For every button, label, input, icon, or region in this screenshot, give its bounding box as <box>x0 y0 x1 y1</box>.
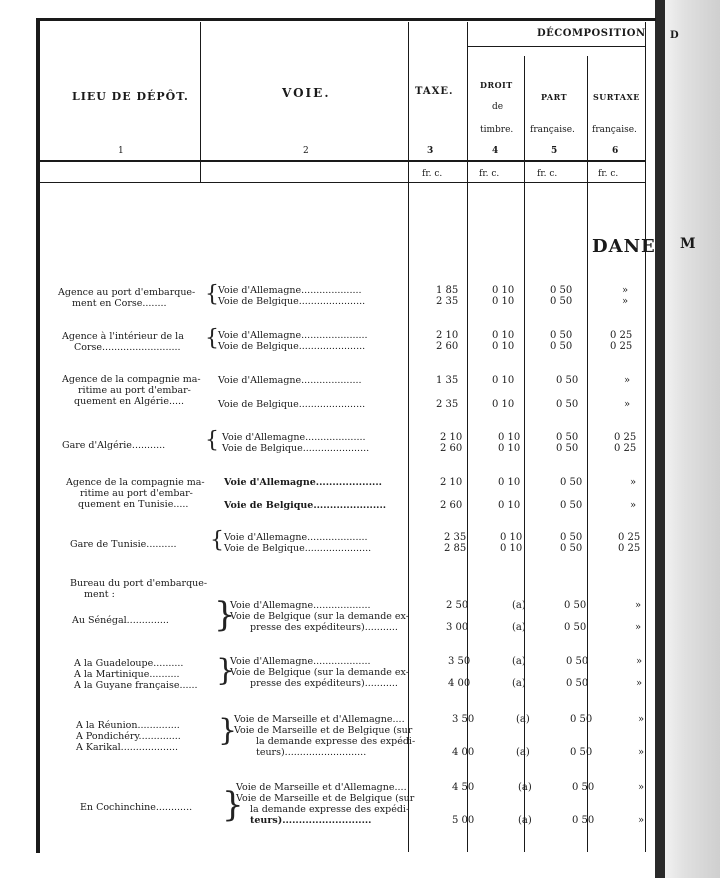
row4-surtaxe-2: 0 25 <box>614 443 637 454</box>
row8-lieu-1: A la Guadeloupe.......... <box>74 658 184 669</box>
header-rule <box>40 160 646 162</box>
row7-voie-1: Voie d'Allemagne................... <box>230 600 371 611</box>
decomposition-header: DÉCOMPOSITION <box>537 28 646 39</box>
row6-surtaxe-2: 0 25 <box>618 543 641 554</box>
row4-voie-1: Voie d'Allemagne.................... <box>222 432 366 443</box>
row8-lieu-3: A la Guyane française...... <box>74 680 198 691</box>
row9-lieu-3: A Karikal................... <box>76 742 179 753</box>
row2-droit-1: 0 10 <box>492 330 515 341</box>
unit-surtaxe: fr. c. <box>598 169 619 179</box>
row7-surtaxe-2: » <box>635 622 642 633</box>
row8-lieu-2: A la Martinique.......... <box>74 669 180 680</box>
row3-droit-1: 0 10 <box>492 375 515 386</box>
row6-droit-2: 0 10 <box>500 543 523 554</box>
scan-right-edge <box>662 0 720 878</box>
row5-lieu-1: Agence de la compagnie ma- <box>66 477 205 488</box>
row3-part-1: 0 50 <box>556 375 579 386</box>
row4-part-1: 0 50 <box>556 432 579 443</box>
row1-droit-1: 0 10 <box>492 285 515 296</box>
unit-part: fr. c. <box>537 169 558 179</box>
row9-surtaxe-1: » <box>638 714 645 725</box>
row10-voie-1: Voie de Marseille et d'Allemagne.... <box>236 782 407 793</box>
row8-voie-2: Voie de Belgique (sur la demande ex- <box>230 667 409 678</box>
row1-voie-2: Voie de Belgique...................... <box>218 296 366 307</box>
row10-lieu-1: En Cochinchine............ <box>80 802 193 813</box>
row9-droit-1: (a) <box>516 714 530 725</box>
col-header-surtaxe-2: française. <box>592 125 637 135</box>
row9-lieu-2: A Pondichéry.............. <box>76 731 181 742</box>
row3-surtaxe-2: » <box>624 399 631 410</box>
col-num-2: 2 <box>303 146 309 156</box>
row9-taxe-1: 3 50 <box>452 714 475 725</box>
row7-taxe-2: 3 00 <box>446 622 469 633</box>
row5-droit-2: 0 10 <box>498 500 521 511</box>
row9-lieu-1: A la Réunion.............. <box>76 720 180 731</box>
row5-lieu-2: ritime au port d'embar- <box>80 488 193 499</box>
row10-taxe-1: 4 50 <box>452 782 475 793</box>
row6-droit-1: 0 10 <box>500 532 523 543</box>
row2-taxe-1: 2 10 <box>436 330 459 341</box>
col-num-1: 1 <box>118 146 124 156</box>
row3-voie-2: Voie de Belgique...................... <box>218 399 366 410</box>
col-header-taxe: TAXE. <box>415 86 454 97</box>
row9-part-2: 0 50 <box>570 747 593 758</box>
col-num-4: 4 <box>492 146 499 156</box>
row7-brace: } <box>214 595 236 635</box>
row5-lieu-3: quement en Tunisie..... <box>78 499 189 510</box>
row3-lieu-1: Agence de la compagnie ma- <box>62 374 201 385</box>
row8-part-2: 0 50 <box>566 678 589 689</box>
row5-taxe-1: 2 10 <box>440 477 463 488</box>
row8-taxe-2: 4 00 <box>448 678 471 689</box>
row1-droit-2: 0 10 <box>492 296 515 307</box>
row2-lieu-2: Corse.......................... <box>74 342 181 353</box>
row9-voie-4: teurs)........................... <box>256 747 367 758</box>
bureau-heading-2: ment : <box>84 589 115 600</box>
row9-voie-1: Voie de Marseille et d'Allemagne.... <box>234 714 405 725</box>
unit-taxe: fr. c. <box>422 169 443 179</box>
row4-taxe-2: 2 60 <box>440 443 463 454</box>
row8-taxe-1: 3 50 <box>448 656 471 667</box>
row10-surtaxe-1: » <box>638 782 645 793</box>
row6-surtaxe-1: 0 25 <box>618 532 641 543</box>
col-header-lieu: LIEU DE DÉPÔT. <box>72 90 189 103</box>
row10-voie-2: Voie de Marseille et de Belgique (sur <box>236 793 415 804</box>
col-sep-3 <box>467 22 468 852</box>
row1-part-1: 0 50 <box>550 285 573 296</box>
col-header-voie: VOIE. <box>282 86 331 100</box>
row2-surtaxe-2: 0 25 <box>610 341 633 352</box>
row1-voie-1: Voie d'Allemagne.................... <box>218 285 362 296</box>
row1-brace: { <box>205 282 219 307</box>
row8-voie-3: presse des expéditeurs)........... <box>250 678 398 689</box>
row7-part-1: 0 50 <box>564 600 587 611</box>
row4-droit-1: 0 10 <box>498 432 521 443</box>
row3-lieu-3: quement en Algérie..... <box>74 396 185 407</box>
row7-voie-3: presse des expéditeurs)........... <box>250 622 398 633</box>
row4-voie-2: Voie de Belgique...................... <box>222 443 370 454</box>
row10-voie-3: la demande expresse des expédi- <box>250 804 410 815</box>
row8-droit-1: (a) <box>512 656 526 667</box>
row9-voie-2: Voie de Marseille et de Belgique (sur <box>234 725 413 736</box>
col-num-5: 5 <box>551 146 558 156</box>
row6-voie-2: Voie de Belgique...................... <box>224 543 372 554</box>
top-border <box>36 18 656 21</box>
row1-surtaxe-2: » <box>622 296 629 307</box>
section-title: DANE <box>592 236 656 257</box>
row9-surtaxe-2: » <box>638 747 645 758</box>
row9-droit-2: (a) <box>516 747 530 758</box>
row1-taxe-1: 1 85 <box>436 285 459 296</box>
row10-surtaxe-2: » <box>638 815 645 826</box>
row10-taxe-2: 5 00 <box>452 815 475 826</box>
row9-taxe-2: 4 00 <box>452 747 475 758</box>
row4-lieu-1: Gare d'Algérie........... <box>62 440 166 451</box>
decomposition-rule <box>468 46 646 47</box>
row9-part-1: 0 50 <box>570 714 593 725</box>
row2-droit-2: 0 10 <box>492 341 515 352</box>
row1-lieu-1: Agence au port d'embarque- <box>58 287 196 298</box>
row10-part-1: 0 50 <box>572 782 595 793</box>
row10-droit-1: (a) <box>518 782 532 793</box>
row4-brace: { <box>205 428 219 453</box>
row7-lieu-1: Au Sénégal.............. <box>72 615 169 626</box>
row7-taxe-1: 2 50 <box>446 600 469 611</box>
bureau-heading-1: Bureau du port d'embarque- <box>70 578 208 589</box>
col-header-part-1: PART <box>541 92 568 102</box>
col-sep-6 <box>645 22 646 852</box>
row7-droit-1: (a) <box>512 600 526 611</box>
row5-droit-1: 0 10 <box>498 477 521 488</box>
row4-droit-2: 0 10 <box>498 443 521 454</box>
row5-voie-1: Voie d'Allemagne.................... <box>224 477 382 488</box>
units-rule <box>40 182 646 183</box>
row2-part-1: 0 50 <box>550 330 573 341</box>
unit-droit: fr. c. <box>479 169 500 179</box>
row8-surtaxe-2: » <box>636 678 643 689</box>
row3-part-2: 0 50 <box>556 399 579 410</box>
row4-surtaxe-1: 0 25 <box>614 432 637 443</box>
row2-voie-1: Voie d'Allemagne...................... <box>218 330 368 341</box>
row3-droit-2: 0 10 <box>492 399 515 410</box>
row1-lieu-2: ment en Corse........ <box>72 298 167 309</box>
col-sep-1 <box>200 22 201 182</box>
row4-part-2: 0 50 <box>556 443 579 454</box>
col-header-droit-2: de <box>492 102 504 112</box>
col-header-droit-3: timbre. <box>480 125 514 135</box>
row6-taxe-2: 2 85 <box>444 543 467 554</box>
row3-taxe-1: 1 35 <box>436 375 459 386</box>
row7-part-2: 0 50 <box>564 622 587 633</box>
binding-shadow <box>655 0 665 878</box>
row9-voie-3: la demande expresse des expédi- <box>256 736 416 747</box>
col-num-3: 3 <box>427 146 434 156</box>
section-title-partial: M <box>680 236 697 252</box>
col-header-part-2: française. <box>530 125 575 135</box>
row5-part-2: 0 50 <box>560 500 583 511</box>
row1-taxe-2: 2 35 <box>436 296 459 307</box>
row10-droit-2: (a) <box>518 815 532 826</box>
col-num-6: 6 <box>612 146 619 156</box>
row5-taxe-2: 2 60 <box>440 500 463 511</box>
row6-part-2: 0 50 <box>560 543 583 554</box>
row1-part-2: 0 50 <box>550 296 573 307</box>
row5-surtaxe-2: » <box>630 500 637 511</box>
row10-brace: } <box>222 785 244 825</box>
row7-surtaxe-1: » <box>635 600 642 611</box>
row8-surtaxe-1: » <box>636 656 643 667</box>
row2-surtaxe-1: 0 25 <box>610 330 633 341</box>
row5-surtaxe-1: » <box>630 477 637 488</box>
row8-droit-2: (a) <box>512 678 526 689</box>
row3-surtaxe-1: » <box>624 375 631 386</box>
row6-voie-1: Voie d'Allemagne.................... <box>224 532 368 543</box>
row10-voie-4: teurs)........................... <box>250 815 372 826</box>
row2-part-2: 0 50 <box>550 341 573 352</box>
col-sep-5 <box>587 56 588 852</box>
col-sep-4 <box>524 56 525 852</box>
row2-lieu-1: Agence à l'intérieur de la <box>62 331 184 342</box>
row9-brace: } <box>218 713 238 748</box>
row6-brace: { <box>210 528 224 553</box>
row8-brace: } <box>216 653 236 688</box>
left-border <box>36 18 40 853</box>
row3-taxe-2: 2 35 <box>436 399 459 410</box>
row2-brace: { <box>205 326 219 351</box>
row8-part-1: 0 50 <box>566 656 589 667</box>
row6-lieu-1: Gare de Tunisie.......... <box>70 539 177 550</box>
row2-voie-2: Voie de Belgique...................... <box>218 341 366 352</box>
row3-voie-1: Voie d'Allemagne.................... <box>218 375 362 386</box>
row6-taxe-1: 2 35 <box>444 532 467 543</box>
row6-part-1: 0 50 <box>560 532 583 543</box>
row8-voie-1: Voie d'Allemagne................... <box>230 656 371 667</box>
row7-voie-2: Voie de Belgique (sur la demande ex- <box>230 611 409 622</box>
row2-taxe-2: 2 60 <box>436 341 459 352</box>
row4-taxe-1: 2 10 <box>440 432 463 443</box>
col-header-surtaxe-1: SURTAXE <box>593 92 640 102</box>
row5-voie-2: Voie de Belgique...................... <box>224 500 387 511</box>
row3-lieu-2: ritime au port d'embar- <box>78 385 191 396</box>
row5-part-1: 0 50 <box>560 477 583 488</box>
row7-droit-2: (a) <box>512 622 526 633</box>
row10-part-2: 0 50 <box>572 815 595 826</box>
row1-surtaxe-1: » <box>622 285 629 296</box>
decomposition-header-partial: D <box>670 30 680 41</box>
col-header-droit-1: DROIT <box>480 80 513 90</box>
